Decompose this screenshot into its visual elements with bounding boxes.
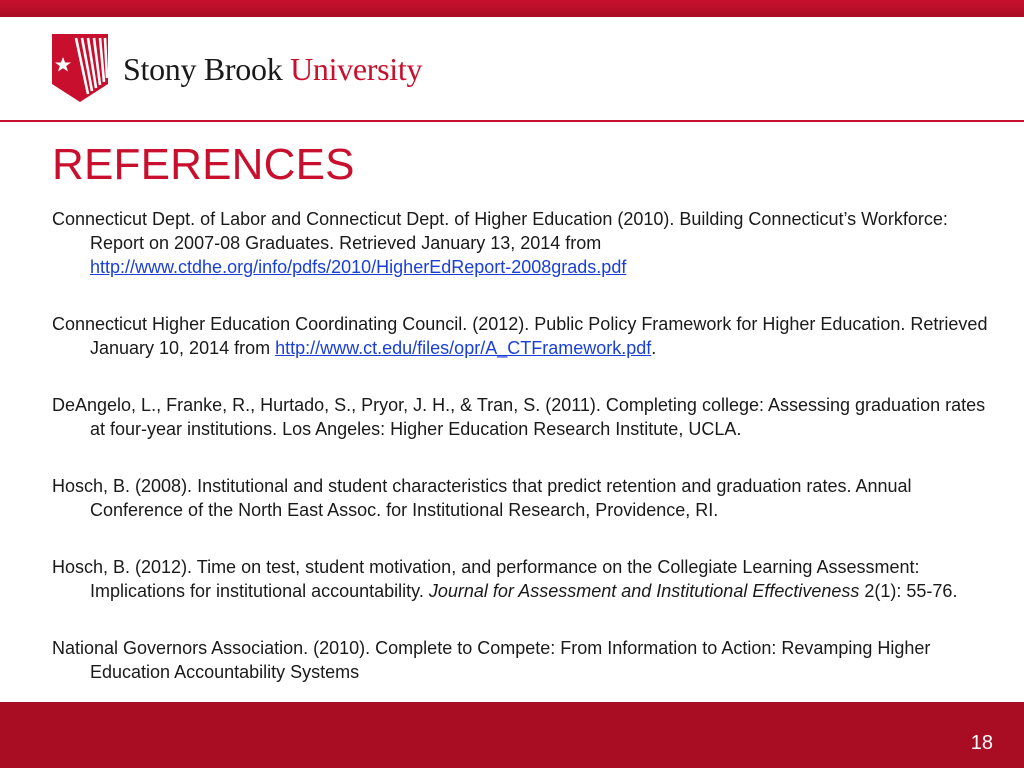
reference-suffix: . — [651, 338, 657, 358]
reference-text: DeAngelo, L., Franke, R., Hurtado, S., Pryor, J. H., & Tran, S. (2011). Completing college: Assessing graduation rates at four-year institutions. Los Angeles: Higher Education Research Institute, UCLA. — [52, 395, 986, 439]
reference-text: Hosch, B. (2012). Time on test, student motivation, and performance on the Collegiate Learning Assessment: Implications for institutional accountability. — [52, 557, 920, 601]
reference-suffix: 2(1): 55-76. — [859, 581, 958, 601]
reference-text: Connecticut Higher Education Coordinating Council. (2012). Public Policy Framework for Higher Education. Retrieved January 10, 2014 from — [52, 314, 988, 358]
reference-list — [52, 207, 992, 684]
slide-title: REFERENCES — [52, 140, 355, 189]
reference-text: Connecticut Dept. of Labor and Connecticut Dept. of Higher Education (2010). Building Connecticut’s Workforce: Report on 2007-08 Graduates. Retrieved January 13, 2014 from — [52, 209, 948, 253]
reference-item — [52, 207, 992, 279]
reference-item — [52, 636, 992, 684]
reference-text: National Governors Association. (2010). Complete to Compete: From Information to Action: Revamping Higher Education Accountability Systems — [52, 638, 931, 682]
page-number: 18 — [970, 732, 993, 754]
reference-link[interactable]: http://www.ctdhe.org/info/pdfs/2010/HigherEdReport-2008grads.pdf — [90, 257, 627, 277]
header-divider — [0, 120, 1024, 122]
footer-band — [0, 702, 1024, 768]
wordmark-stony-brook: Stony Brook — [123, 51, 283, 87]
reference-item — [52, 555, 992, 603]
university-wordmark — [123, 50, 422, 88]
reference-item — [52, 474, 992, 522]
shield-icon — [50, 32, 110, 104]
reference-item — [52, 393, 992, 441]
reference-text: Hosch, B. (2008). Institutional and student characteristics that predict retention and graduation rates. Annual Conference of the North East Assoc. for Institutional Research, Providence, RI. — [52, 476, 912, 520]
top-color-band — [0, 0, 1024, 17]
reference-item — [52, 312, 992, 360]
reference-link[interactable]: http://www.ct.edu/files/opr/A_CTFramework.pdf — [275, 338, 652, 358]
journal-title: Journal for Assessment and Institutional Effectiveness — [428, 581, 860, 601]
wordmark-university: University — [290, 51, 423, 87]
